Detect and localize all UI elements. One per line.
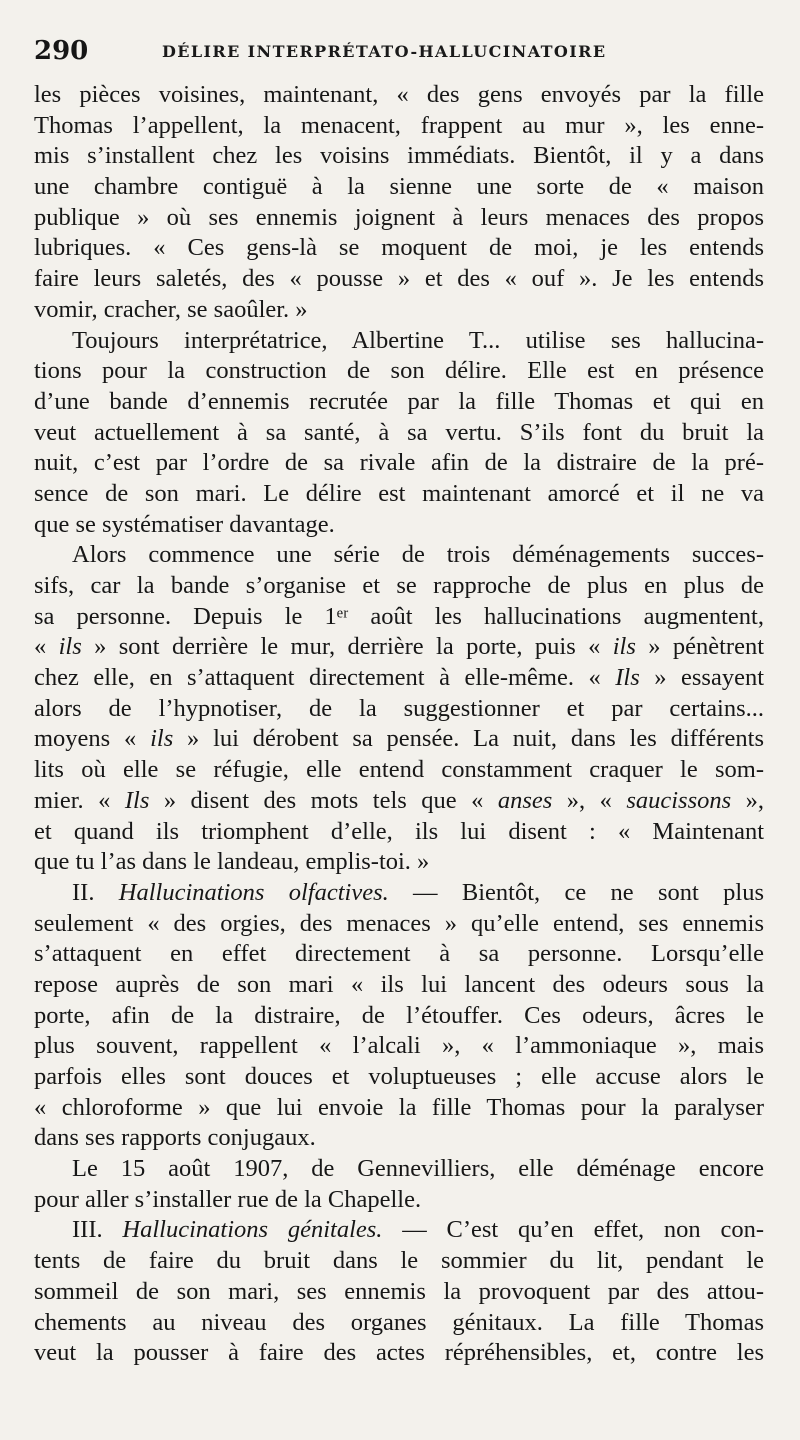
text-line xyxy=(34,663,764,694)
italic-text: anses xyxy=(497,786,553,814)
text-segment: chez elle, en s’attaquent directement à elle-même. « xyxy=(34,664,616,692)
text-line xyxy=(34,356,764,387)
text-line xyxy=(34,970,764,1001)
page-header xyxy=(34,36,764,72)
text-segment: dans ses rapports conjugaux. xyxy=(34,1124,316,1152)
text-segment: tions pour la construction de son délire. Elle est en présence xyxy=(34,357,764,385)
text-segment: mier. « xyxy=(34,786,125,814)
text-line xyxy=(34,878,764,909)
text-segment: III. xyxy=(72,1216,123,1244)
text-segment: veut actuellement à sa santé, à sa vertu. S’ils font du bruit la xyxy=(34,418,764,446)
text-line xyxy=(34,264,764,295)
text-line xyxy=(34,233,764,264)
text-line xyxy=(34,1185,764,1216)
text-segment: veut la pousser à faire des actes répréhensibles, et, contre les xyxy=(34,1339,764,1367)
text-line xyxy=(34,448,764,479)
text-segment: parfois elles sont douces et voluptueuses ; elle accuse alors le xyxy=(34,1063,764,1090)
italic-text: Hallucinations génitales. xyxy=(122,1216,383,1244)
text-segment: les pièces voisines, maintenant, « des gens envoyés par la fille xyxy=(34,81,764,108)
text-segment: sence de son mari. Le délire est maintenant amorcé et il ne va xyxy=(34,479,764,507)
italic-text: saucissons xyxy=(626,786,732,814)
text-line xyxy=(34,540,764,571)
text-line xyxy=(34,387,764,418)
text-line xyxy=(34,1001,764,1032)
body-text xyxy=(34,80,764,1420)
text-segment: Thomas l’appellent, la menacent, frappent au mur », les enne- xyxy=(34,111,764,139)
italic-text: ils xyxy=(58,633,82,661)
italic-text: ils xyxy=(150,725,174,753)
text-line xyxy=(34,295,764,326)
text-segment: alors de l’hypnotiser, de la suggestionner et par certains... xyxy=(34,694,764,722)
text-line xyxy=(34,1123,764,1154)
text-segment: II. xyxy=(72,878,119,906)
text-line xyxy=(34,1277,764,1308)
text-line xyxy=(34,203,764,234)
text-line xyxy=(34,1062,764,1093)
text-segment: lits où elle se réfugie, elle entend constamment craquer le som- xyxy=(34,756,764,784)
text-line xyxy=(34,80,764,111)
text-segment: porte, afin de la distraire, de l’étouffer. Ces odeurs, âcres le xyxy=(34,1001,764,1029)
text-segment: mis s’installent chez les voisins immédiats. Bientôt, il y a dans xyxy=(34,142,764,170)
italic-text: Hallucinations olfactives. xyxy=(118,878,389,906)
text-segment: tents de faire du bruit dans le sommier du lit, pendant le xyxy=(34,1247,764,1275)
text-segment: » essayent xyxy=(639,664,764,692)
text-segment: sa personne. Depuis le 1ᵉʳ août les hallucinations augmentent, xyxy=(34,602,764,630)
text-line xyxy=(34,1308,764,1339)
text-segment: publique » où ses ennemis joignent à leurs menaces des propos xyxy=(34,203,764,231)
text-line xyxy=(34,571,764,602)
text-segment: plus souvent, rappellent « l’alcali », « l’ammoniaque », mais xyxy=(34,1032,764,1060)
text-line xyxy=(34,724,764,755)
text-segment: chements au niveau des organes génitaux. La fille Thomas xyxy=(34,1308,764,1336)
text-segment: faire leurs saletés, des « pousse » et des « ouf ». Je les entends xyxy=(34,265,764,293)
text-line xyxy=(34,172,764,203)
text-segment: lubriques. « Ces gens-là se moquent de moi, je les entends xyxy=(34,234,764,262)
text-line xyxy=(34,602,764,633)
text-segment: vomir, cracher, se saoûler. » xyxy=(34,295,308,323)
text-segment: — C’est qu’en effet, non con- xyxy=(382,1216,764,1244)
text-segment: Le 15 août 1907, de Gennevilliers, elle déménage encore xyxy=(72,1155,764,1183)
running-head: DÉLIRE INTERPRÉTATO-HALLUCINATOIRE xyxy=(162,42,607,61)
text-segment: » pénètrent xyxy=(635,633,764,661)
text-segment: d’une bande d’ennemis recrutée par la fille Thomas et qui en xyxy=(34,387,764,415)
text-line xyxy=(34,1338,764,1369)
text-segment: » sont derrière le mur, derrière la porte, puis « xyxy=(81,633,613,661)
italic-text: Ils xyxy=(615,664,640,692)
text-line xyxy=(34,1246,764,1277)
text-line xyxy=(34,755,764,786)
text-segment: que se systématiser davantage. xyxy=(34,510,335,538)
text-line xyxy=(34,632,764,663)
text-segment: nuit, c’est par l’ordre de sa rivale afin de la distraire de la pré- xyxy=(34,449,764,477)
text-line xyxy=(34,1215,764,1246)
text-segment: que tu l’as dans le landeau, emplis-toi. » xyxy=(34,848,430,876)
text-segment: » disent des mots tels que « xyxy=(149,786,498,814)
text-segment: « chloroforme » que lui envoie la fille Thomas pour la paralyser xyxy=(34,1093,764,1121)
text-segment: — Bientôt, ce ne sont plus xyxy=(388,878,764,906)
text-line xyxy=(34,1031,764,1062)
text-segment: » lui dérobent sa pensée. La nuit, dans les différents xyxy=(173,725,764,753)
text-segment: s’attaquent en effet directement à sa personne. Lorsqu’elle xyxy=(34,940,764,968)
text-segment: », xyxy=(731,786,764,814)
text-line xyxy=(34,326,764,357)
text-line xyxy=(34,786,764,817)
text-segment: une chambre contiguë à la sienne une sorte de « maison xyxy=(34,173,764,201)
text-line xyxy=(34,694,764,725)
text-segment: et quand ils triomphent d’elle, ils lui disent : « Maintenant xyxy=(34,817,764,845)
text-segment: sifs, car la bande s’organise et se rapproche de plus en plus de xyxy=(34,572,764,599)
text-line xyxy=(34,479,764,510)
text-line xyxy=(34,418,764,449)
italic-text: Ils xyxy=(124,786,150,814)
text-line xyxy=(34,111,764,142)
text-line xyxy=(34,847,764,878)
text-line xyxy=(34,1093,764,1124)
page-number: 290 xyxy=(34,36,89,66)
text-line xyxy=(34,909,764,940)
italic-text: ils xyxy=(612,633,636,661)
text-line xyxy=(34,1154,764,1185)
text-segment: repose auprès de son mari « ils lui lancent des odeurs sous la xyxy=(34,970,764,998)
text-segment: », « xyxy=(552,786,627,814)
text-segment: seulement « des orgies, des menaces » qu’elle entend, ses ennemis xyxy=(34,909,764,937)
text-segment: pour aller s’installer rue de la Chapelle. xyxy=(34,1185,422,1213)
text-segment: Toujours interprétatrice, Albertine T... utilise ses hallucina- xyxy=(72,326,764,354)
text-segment: Alors commence une série de trois déménagements succes- xyxy=(72,541,764,569)
text-segment: moyens « xyxy=(34,725,151,753)
text-segment: « xyxy=(34,633,59,661)
text-line xyxy=(34,510,764,541)
text-line xyxy=(34,141,764,172)
text-segment: sommeil de son mari, ses ennemis la provoquent par des attou- xyxy=(34,1277,764,1305)
text-line xyxy=(34,817,764,848)
text-line xyxy=(34,939,764,970)
